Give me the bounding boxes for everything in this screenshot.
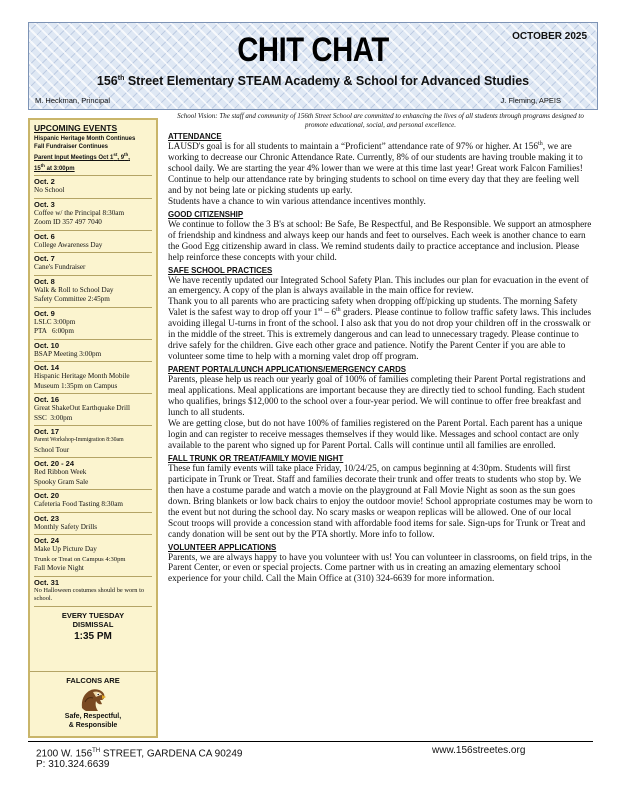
footer-divider [28,741,593,742]
event-desc: Monthly Safety Drills [34,522,98,531]
event-desc: Hispanic Heritage Month Mobile [34,372,130,380]
event-date: Oct. 2 [34,177,55,186]
event-desc: SSC 3:00pm [34,413,73,422]
masthead [28,22,598,110]
event-desc: Zoom ID 357 497 7040 [34,218,102,226]
issue-date: OCTOBER 2025 [512,31,587,42]
event-date: Oct. 9 [34,308,55,318]
falcons-motto [30,671,156,730]
event-desc: School Tour [34,445,70,454]
volunteer-paragraph: Parents, we are always happy to have you volunteer with us! You can volunteer in classrooms, on field trips, in the Parent Center, or even or special projects. Come partner with us in creating an amazing elementary school experience for your child. Call the Main Office at (310) 324-6639 for more information. [168,552,592,585]
safety-sup: th [336,307,341,314]
event-item [34,534,152,574]
event-date: Oct. 20 [34,491,60,500]
event-date: Oct. 3 [34,199,55,209]
school-vision: School Vision: The staff and community of 156th Street School are committed to enhancing the lives of all students through programs designed to promote educational, social, and personal excellence. [177,112,584,129]
event-desc: LSLC 3:00pm [34,317,76,326]
school-name-num: 156 [96,74,118,88]
event-desc: No Halloween costumes should be worn to school. [34,586,145,602]
event-date: Oct. 23 [34,513,60,523]
portal-registration-paragraph: We are getting close, but do not have 100% of families registered on the Parent Portal. Each parent has a unique login and can register to receive messages themselves if they would like. Messages and school contact are only available to the parent who signed up for Parent Portal. Calls will continue until all families are enrolled. [168,418,583,451]
safety-text: – 6 [322,308,336,319]
safety-sup: st [318,307,323,314]
event-desc: Make Up Picture Day [34,545,97,553]
main-content [168,112,593,585]
event-desc: PTA 6:00pm [34,327,74,335]
attendance-text: , we are working to decrease our Chronic Attendance Rate. Currently, 8% of our students are having trouble making it to school daily. We are starting the year 4% lower than we were at this time last year! Great work Falcon Families! Continue to help our attendance rate by bringing students to school on time every day that they are feeling well and by not being late or picking students up early. [168,142,583,196]
event-date: Oct. 24 [34,536,60,545]
event-desc: Walk & Roll to School Day [34,285,114,294]
event-desc: Cafeteria Food Tasting 8:30am [34,500,123,508]
school-name-sup: th [117,74,125,82]
parent-input-text: , 9 [117,155,125,161]
event-desc: No School [34,186,65,194]
apeis-name: J. Fleming, APEIS [500,96,561,105]
sidebar-note: Hispanic Heritage Month Continues [34,136,136,142]
event-date: Oct. 6 [34,231,55,241]
falcon-mascot-icon [78,686,108,712]
event-item [34,425,152,455]
dismissal-day: EVERY TUESDAY [61,610,125,620]
attendance-paragraph [168,142,593,197]
parent-input-text: Parent Input Meetings Oct 1 [34,155,114,161]
event-item [34,275,152,305]
dismissal-notice [34,606,152,644]
falcons-trait: Safe, Respectful, [64,713,122,720]
event-desc: Cane's Fundraiser [34,263,86,271]
event-item [34,252,152,273]
falcons-trait: & Responsible [68,722,118,729]
event-item [34,393,152,423]
event-item [34,339,152,360]
portal-paragraph: Parents, please help us reach our yearly goal of 100% of families completing their Parent Portal registrations and meal applications. Meal applications are important because they are directly tied to school funding. Each student who qualifies, brings $12,000 to the school over a four-year period. We will continue to offer free breakfast and lunch to all students. [168,375,586,419]
event-desc: BSAP Meeting 3:00pm [34,349,102,358]
section-heading-safety: SAFE SCHOOL PRACTICES [168,265,273,275]
dismissal-time: 1:35 PM [74,630,112,642]
safety-text: graders. Please continue to follow traffic safety laws. This includes avoiding illegal U-turns in front of the school. I also ask that you do not drop your children off in the crosswalk or in the middle of the street. This is extremely dangerous and can lead to unnecessary tragedy. Please continue to drive safely for the children. Give each other grace and patience. Notify the Parent Center if you are able to volunteer some time to help with a morning valet drop off program. [168,308,592,363]
event-item [34,175,152,196]
attendance-text: LAUSD's goal is for all students to maintain a “Proficient” attendance rate of 97% or higher. At 156 [168,142,539,152]
parent-input-text: at 3:00pm [44,166,75,172]
parent-input-sup: th [124,152,129,157]
event-date: Oct. 14 [34,363,60,372]
parent-input-note [34,151,152,173]
event-date: Oct. 16 [34,395,60,404]
address-sup: TH [92,748,101,754]
parent-input-text: , [128,155,130,161]
safety-text: Thank you to all parents who are practicing safety when dropping off/picking up students. The morning Safety Valet is the safest way to drop off your 1 [168,297,578,319]
event-desc: College Awareness Day [34,240,103,249]
upcoming-events-sidebar [28,118,158,738]
safety-valet-paragraph [168,297,593,363]
section-heading-citizenship: GOOD CITIZENSHIP [168,209,244,219]
event-item [34,457,152,487]
event-desc: Red Ribbon Week [34,468,87,476]
dismissal-label: DISMISSAL [72,619,114,629]
event-date: Oct. 31 [34,577,60,587]
school-phone: P: 310.324.6639 [36,759,110,770]
parent-input-sup: st [113,152,118,157]
school-website-link[interactable]: www.156streetes.org [432,745,526,756]
trunk-or-treat-paragraph: These fun family events will take place Friday, 10/24/25, on campus beginning at 4:30pm. Students will first participate in Trunk or Treat. Staff and families decorate their trunk and offer treats to students who stop by. We then have a costume parade and watch a movie on the playground at Fall Movie Night as soon as the sun goes down. Bring blankets or low back chairs to enjoy the outdoor movie! School appropriate costumes may be worn to the event but not during the school day. No scary masks or weapon replicas will be allowed. One of our local Scout troops will provide a concession stand with affordable food items for sale. Sign-ups for Trunk or Treat and candy donation will be sent out by the PTA shortly. More info to follow. [168,463,593,540]
event-desc: Parent Workshop-Immigration 8:30am [34,437,124,443]
event-date: Oct. 20 - 24 [34,459,75,468]
safety-plan-paragraph: We have recently updated our Integrated School Safety Plan. This includes our plan for evacuation in the event of an emergency. A copy of the plan is always available in the main office for review. [168,275,589,297]
event-desc: Coffee w/ the Principal 8:30am [34,208,125,217]
event-item [34,576,152,603]
event-item [34,512,152,533]
event-date: Oct. 17 [34,427,60,436]
event-item [34,198,152,228]
event-list [34,175,152,603]
event-desc: Museum 1:35pm on Campus [34,381,118,390]
event-date: Oct. 8 [34,276,55,286]
school-name-rest: Street Elementary STEAM Academy & School for Advanced Studies [124,74,530,88]
event-item [34,230,152,251]
sidebar-note: Fall Fundraiser Continues [34,144,109,150]
event-desc: Fall Movie Night [34,564,84,572]
parent-input-sup: th [40,163,45,168]
event-desc: Great ShakeOut Earthquake Drill [34,404,130,412]
section-heading-parent-portal: PARENT PORTAL/LUNCH APPLICATIONS/EMERGENCY CARDS [168,365,406,375]
newsletter-title: CHIT CHAT [237,31,389,69]
attendance-incentives: Students have a chance to win various attendance incentives monthly. [168,196,426,207]
sidebar-title: UPCOMING EVENTS [34,123,118,133]
event-date: Oct. 7 [34,254,55,263]
section-heading-volunteer: VOLUNTEER APPLICATIONS [168,542,277,552]
citizenship-paragraph: We continue to follow the 3 B's at school: Be Safe, Be Respectful, and Be Responsible. We support an atmosphere of friendship and kindness and always keep our hands and feet to ourselves. Each week is another chance to earn the Good Egg citizenship award in class. We remind students daily to practice acceptance and inclusion. Please help reinforce these concepts with your child. [168,219,592,263]
falcons-title: FALCONS ARE [66,676,120,685]
principal-name: M. Heckman, Principal [35,96,111,105]
address-text: STREET, GARDENA CA 90249 [100,748,243,760]
event-item [34,489,152,510]
event-item [34,307,152,337]
event-desc: Safety Committee 2:45pm [34,295,110,303]
event-item [34,361,152,391]
event-date: Oct. 10 [34,340,60,350]
attendance-sup: th [538,140,543,147]
parent-input-text: 15 [34,166,41,172]
event-desc: Trunk or Treat on Campus 4:30pm [34,555,126,563]
section-heading-attendance: ATTENDANCE [168,132,222,141]
address-text: 2100 W. 156 [36,748,93,760]
event-desc: Spooky Gram Sale [34,477,89,486]
school-name [29,74,597,88]
section-heading-trunk-or-treat: FALL TRUNK OR TREAT/FAMILY MOVIE NIGHT [168,453,344,463]
